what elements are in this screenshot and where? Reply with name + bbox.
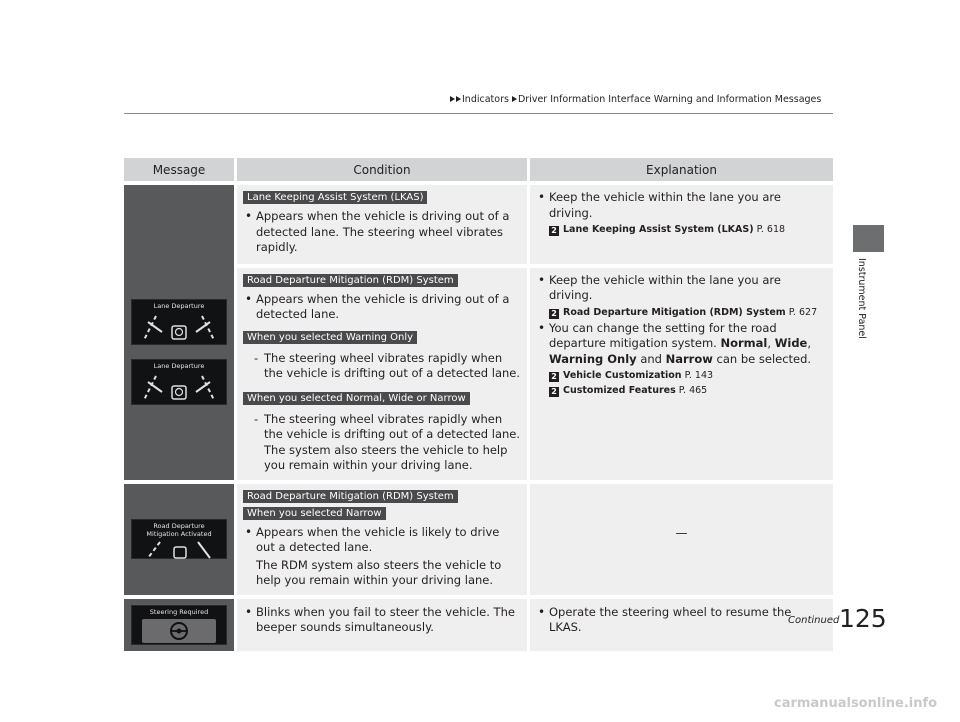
screen-caption: Road Departure Mitigation Activated (146, 522, 212, 538)
table-row (124, 595, 833, 651)
cross-reference[interactable] (536, 384, 827, 397)
cross-reference[interactable] (536, 306, 827, 319)
section-tab (853, 225, 884, 252)
condition-tag: Lane Keeping Assist System (LKAS) (243, 191, 427, 204)
condition-extra: The RDM system also steers the vehicle to help you remain within your driving lane. (256, 557, 502, 587)
column-header: Condition (234, 158, 527, 181)
table-row (124, 480, 833, 595)
message-image-cell (124, 480, 234, 595)
chevron-right-icon (456, 96, 461, 102)
display-screen (131, 299, 227, 345)
cross-reference[interactable] (536, 369, 827, 382)
reference-name[interactable]: Lane Keeping Assist System (LKAS) (563, 224, 754, 235)
condition-tag: When you selected Normal, Wide or Narrow (243, 392, 470, 405)
section-label-text: Instrument Panel (856, 258, 867, 339)
explanation-bullet: • You can change the setting for the road departure mitigation system. Normal, Wide, Warning Only and Narrow can be selected. (536, 321, 827, 368)
explanation-bullet: • Keep the vehicle within the lane you are driving. (536, 190, 827, 221)
condition-cell (234, 480, 527, 595)
explanation-cell (527, 264, 833, 480)
explanation-cell (527, 480, 833, 595)
reference-page: P. 618 (756, 224, 786, 235)
breadcrumb-item[interactable]: Driver Information Interface Warning and Information Messages (517, 94, 822, 105)
road-departure-mitigation-icon (134, 538, 224, 560)
reference-page: P. 627 (788, 306, 818, 318)
reference-page: P. 143 (684, 370, 714, 381)
condition-subitem: - The steering wheel vibrates rapidly when the vehicle is drifting out of a detected lane. (243, 351, 521, 382)
section-label (856, 258, 878, 368)
breadcrumb (450, 94, 821, 105)
condition-bullet: • Blinks when you fail to steer the vehicle. The beeper sounds simultaneously. (243, 605, 521, 636)
screen-caption: Steering Required (149, 607, 209, 616)
reference-arrow-icon: 2 (549, 226, 559, 236)
explanation-bullet: • Keep the vehicle within the lane you are driving. (536, 273, 827, 304)
lane-departure-icon (134, 370, 224, 404)
empty-explanation: — (675, 525, 688, 540)
continued-label: Continued (788, 615, 840, 626)
condition-cell (234, 181, 527, 264)
message-image-cell (124, 595, 234, 651)
display-screen (131, 359, 227, 405)
reference-arrow-icon: 2 (549, 309, 559, 319)
screen-caption: Lane Departure (153, 362, 205, 371)
condition-cell (234, 595, 527, 651)
reference-page: P. 465 (678, 385, 708, 396)
message-image-cell (124, 181, 234, 480)
explanation-cell (527, 181, 833, 264)
cross-reference[interactable] (536, 223, 827, 236)
table-header-row (124, 158, 833, 181)
condition-subitem: - The steering wheel vibrates rapidly when the vehicle is drifting out of a detected lane. The system also steers the vehicle to help you remain within your driving lane. (243, 412, 521, 474)
explanation-bullet: • Operate the steering wheel to resume the LKAS. (536, 605, 827, 636)
explanation-text: You can change the setting for the road departure mitigation system. (549, 320, 777, 350)
option-normal: Normal (720, 336, 768, 350)
option-wide: Wide (774, 336, 808, 350)
reference-name[interactable]: Road Departure Mitigation (RDM) System (563, 306, 786, 318)
page-number: 125 (839, 604, 887, 633)
column-header: Message (124, 158, 234, 181)
condition-cell (234, 264, 527, 480)
option-narrow: Narrow (665, 351, 713, 366)
condition-tag: Road Departure Mitigation (RDM) System (243, 490, 458, 503)
header-rule (124, 113, 833, 114)
column-header: Explanation (527, 158, 833, 181)
condition-bullet: • Appears when the vehicle is driving out of a detected lane. (243, 292, 521, 323)
steering-wheel-icon (169, 621, 189, 641)
chevron-right-icon (450, 96, 455, 102)
condition-bullet: • Appears when the vehicle is likely to drive out a detected lane. (243, 525, 521, 556)
steering-panel (142, 619, 216, 643)
reference-arrow-icon: 2 (549, 372, 559, 382)
option-warning-only: Warning Only (549, 351, 637, 366)
condition-bullet: • Appears when the vehicle is driving out of a detected lane. The steering wheel vibrates rapidly. (243, 209, 521, 256)
reference-name[interactable]: Vehicle Customization (563, 370, 682, 381)
chevron-right-icon (512, 96, 517, 102)
explanation-text: can be selected. (716, 351, 812, 366)
message-table (124, 158, 833, 651)
reference-name[interactable]: Customized Features (563, 385, 676, 396)
lane-departure-icon (134, 310, 224, 344)
watermark: carmanualsonline.info (774, 696, 938, 711)
condition-tag: When you selected Warning Only (243, 331, 417, 344)
table-row (124, 181, 833, 264)
screen-caption: Lane Departure (153, 302, 205, 311)
condition-tag: When you selected Narrow (243, 507, 386, 520)
display-screen (131, 605, 227, 645)
display-screen (131, 519, 227, 559)
explanation-text: and (640, 351, 662, 366)
condition-tag: Road Departure Mitigation (RDM) System (243, 274, 458, 287)
breadcrumb-item[interactable]: Indicators (462, 94, 509, 105)
reference-arrow-icon: 2 (549, 387, 559, 397)
